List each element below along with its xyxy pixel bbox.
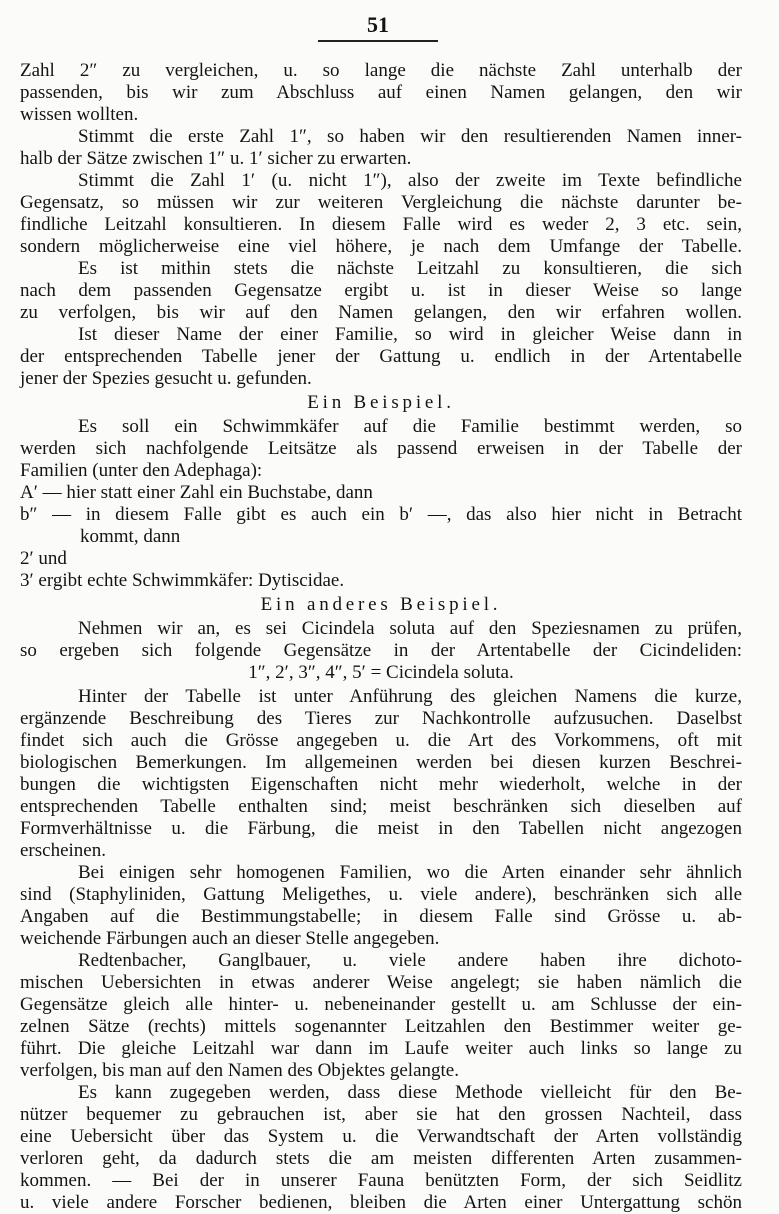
text-line: Es soll ein Schwimmkäfer auf die Familie bestimmt werden, so [78,416,742,437]
text-line: werden sich nachfolgende Leitsätze als passend erweisen in der Tabelle der [20,438,742,459]
text-line: führt. Die gleiche Leitzahl war dann im Laufe weiter auch links so lange zu [20,1038,742,1059]
text-line: bungen die wichtigsten Eigenschaften nicht mehr wiederholt, welche in der [20,774,742,795]
formula-line: 1″, 2′, 3″, 4″, 5′ = Cicindela soluta. [248,662,514,683]
text-line: Gegensatz, so müssen wir zur weiteren Vergleichung die nächste darunter be- [20,192,742,213]
text-line: Redtenbacher, Ganglbauer, u. viele andere haben ihre dichoto- [78,950,742,971]
text-line: sondern möglicherweise eine viel höhere, je nach dem Umfange der Tabelle. [20,236,742,257]
text-line: verloren geht, da dadurch stets die am meisten differenten Arten zusammen- [20,1148,742,1169]
text-line: A′ — hier statt einer Zahl ein Buchstabe, dann [20,482,373,503]
section-heading: Ein Beispiel. [307,392,455,413]
text-line: weichende Färbungen auch an dieser Stelle angegeben. [20,928,440,949]
text-line: entsprechenden Tabelle enthalten sind; meist beschränken sich dieselben auf [20,796,742,817]
text-line: jener der Spezies gesucht u. gefunden. [20,368,312,389]
text-line: Angaben auf die Bestimmungstabelle; in diesem Falle sind Grösse u. ab- [20,906,742,927]
text-line: b″ — in diesem Falle gibt es auch ein b′ —, das also hier nicht in Betracht [20,504,742,525]
text-line: so ergeben sich folgende Gegensätze in der Artentabelle der Cicindeliden: [20,640,742,661]
text-line: Stimmt die Zahl 1′ (u. nicht 1″), also der zweite im Texte befindliche [78,170,742,191]
page-number: 51 [367,12,389,37]
text-line: Hinter der Tabelle ist unter Anführung des gleichen Namens die kurze, [78,686,742,707]
text-line: eine Uebersicht über das System u. die Verwandtschaft der Arten vollständig [20,1126,742,1147]
text-line: Zahl 2″ zu vergleichen, u. so lange die nächste Zahl unterhalb der [20,60,742,81]
text-line: u. viele andere Forscher bedienen, bleiben die Arten einer Untergattung schön [20,1192,742,1213]
text-line: Es kann zugegeben werden, dass diese Methode vielleicht für den Be- [78,1082,742,1103]
text-line: halb der Sätze zwischen 1″ u. 1′ sicher zu erwarten. [20,148,412,169]
text-line: mischen Uebersichten in etwas anderer Weise angelegt; sie haben nämlich die [20,972,742,993]
text-line: kommt, dann [80,526,181,547]
text-line: wissen wollten. [20,104,139,125]
text-line: nützer bequemer zu gebrauchen ist, aber sie hat den grossen Nachteil, dass [20,1104,742,1125]
text-line: zu verfolgen, bis wir auf den Namen gelangen, den wir erfahren wollen. [20,302,742,323]
text-line: Stimmt die erste Zahl 1″, so haben wir den resultierenden Namen inner- [78,126,742,147]
text-line: findet sich auch die Grösse angegeben u. die Art des Vorkommens, oft mit [20,730,742,751]
text-line: passenden, bis wir zum Abschluss auf einen Namen gelangen, den wir [20,82,742,103]
text-line: Es ist mithin stets die nächste Leitzahl zu konsultieren, die sich [78,258,742,279]
text-line: nach dem passenden Gegensatze ergibt u. ist in dieser Weise so lange [20,280,742,301]
text-line: Gegensätze gleich alle hinter- u. nebeneinander gestellt u. am Schlusse der ein- [20,994,742,1015]
text-line: Formverhältnisse u. die Färbung, die meist in den Tabellen nicht angezogen [20,818,742,839]
header-rule [318,40,438,42]
text-line: Familien (unter den Adephaga): [20,460,263,481]
text-line: 2′ und [20,548,67,569]
text-line: biologischen Bemerkungen. Im allgemeinen werden bei diesen kurzen Beschrei- [20,752,742,773]
text-line: zelnen Sätze (rechts) mittels sogenannter Leitzahlen den Bestimmer weiter ge- [20,1016,742,1037]
text-line: erscheinen. [20,840,106,861]
text-line: findliche Leitzahl konsultieren. In diesem Falle wird es weder 2, 3 etc. sein, [20,214,742,235]
text-line: kommen. — Bei der in unserer Fauna benützten Form, der sich Seidlitz [20,1170,742,1191]
text-line: verfolgen, bis man auf den Namen des Objektes gelangte. [20,1060,459,1081]
text-line: der entsprechenden Tabelle jener der Gattung u. endlich in der Artentabelle [20,346,742,367]
text-line: Nehmen wir an, es sei Cicindela soluta auf den Speziesnamen zu prüfen, [78,618,742,639]
text-line: 3′ ergibt echte Schwimmkäfer: Dytiscidae. [20,570,345,591]
text-line: Bei einigen sehr homogenen Familien, wo die Arten einander sehr ähnlich [78,862,742,883]
text-line: sind (Staphyliniden, Gattung Meligethes, u. viele andere), beschränken sich alle [20,884,742,905]
section-heading: Ein anderes Beispiel. [260,594,502,615]
text-line: ergänzende Beschreibung des Tieres zur Nachkontrolle aufzusuchen. Daselbst [20,708,742,729]
text-line: Ist dieser Name der einer Familie, so wird in gleicher Weise dann in [78,324,742,345]
